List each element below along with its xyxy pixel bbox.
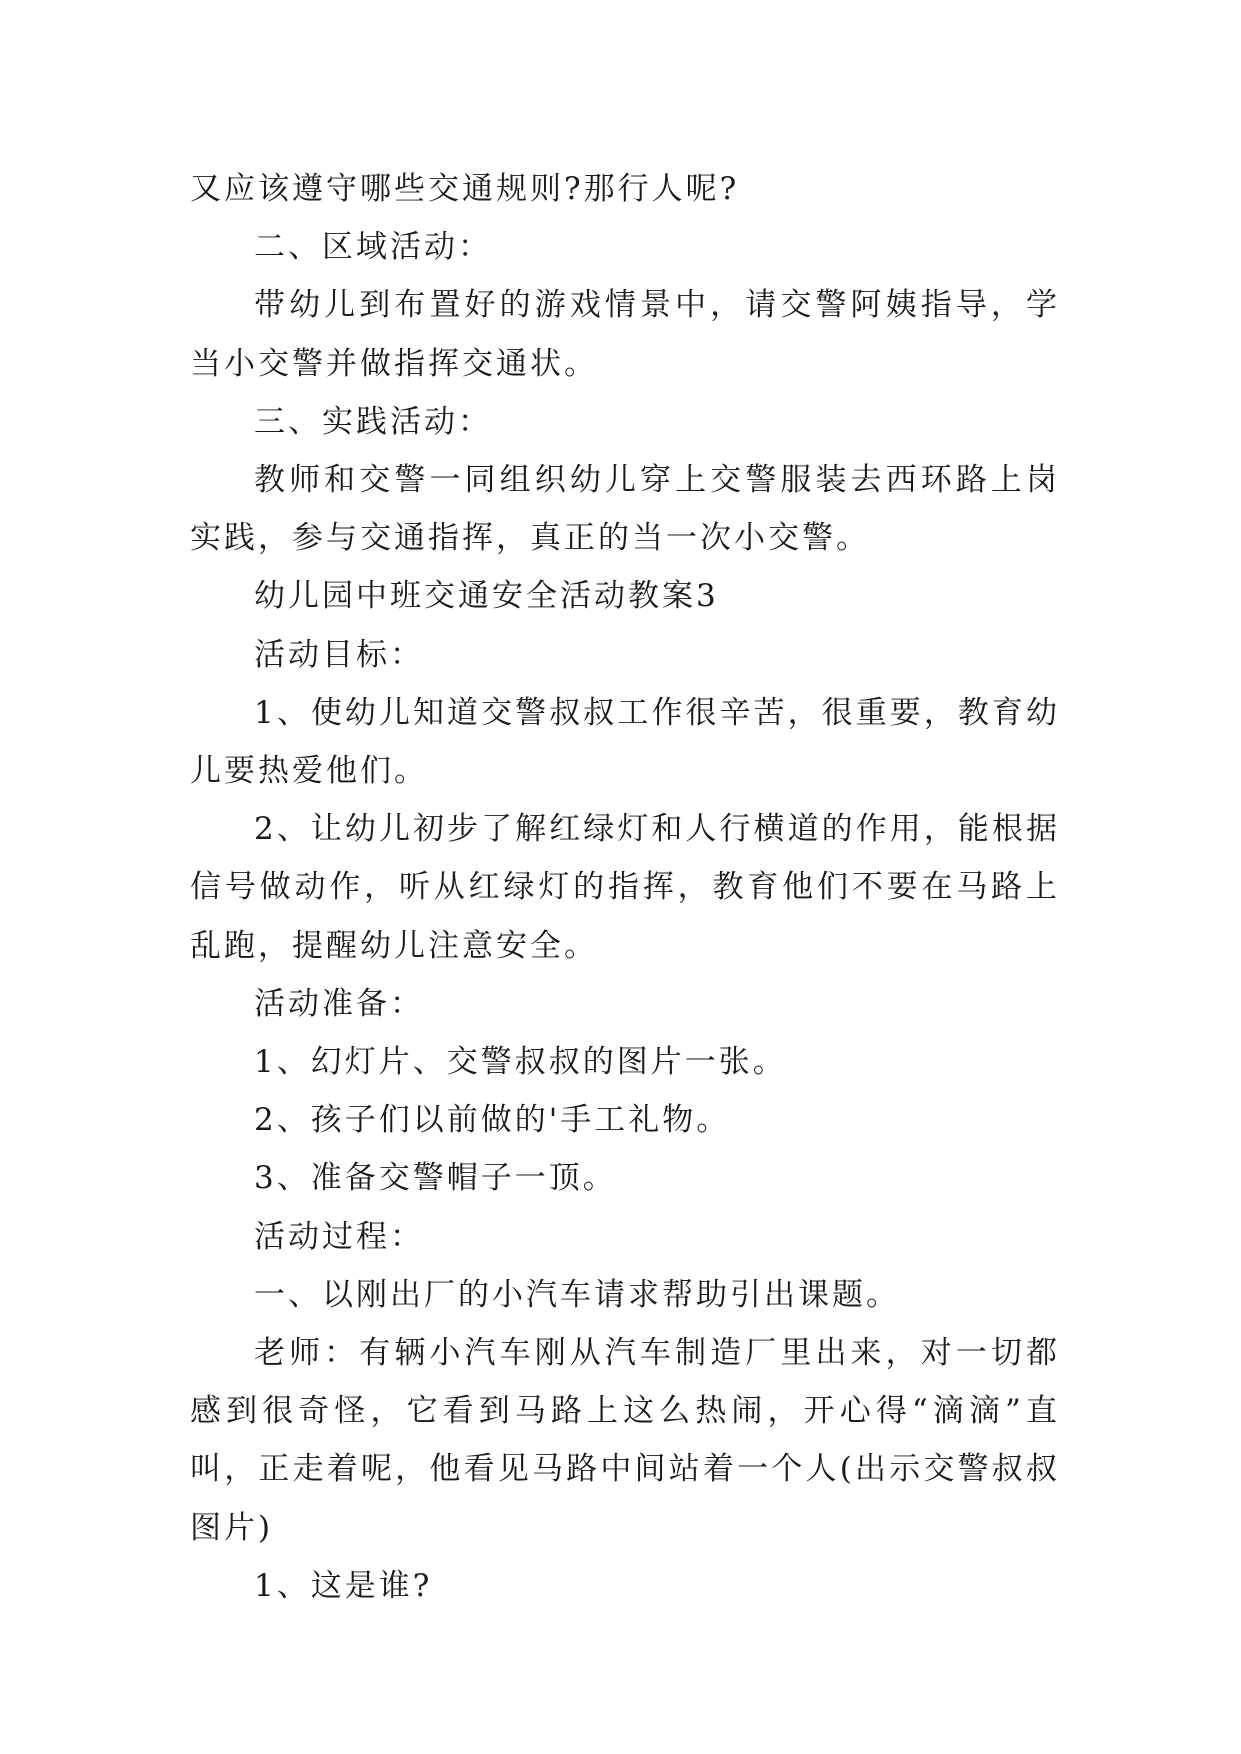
list-item: 1、幻灯片、交警叔叔的图片一张。 (254, 1044, 787, 1081)
paragraph: 一、以刚出厂的小汽车请求帮助引出课题。 (254, 1276, 900, 1313)
document-body (190, 160, 1060, 1615)
list-item: 2、让幼儿初步了解红绿灯和人行横道的作用，能根据信号做动作，听从红绿灯的指挥，教育他们不要在马路上乱跑，提醒幼儿注意安全。 (190, 811, 1060, 964)
list-item: 2、孩子们以前做的'手工礼物。 (254, 1102, 731, 1139)
list-item: 3、准备交警帽子一顶。 (254, 1160, 617, 1197)
list-item: 1、这是谁? (254, 1567, 433, 1604)
paragraph: 带幼儿到布置好的游戏情景中，请交警阿姨指导，学当小交警并做指挥交通状。 (190, 287, 1060, 382)
paragraph: 老师：有辆小汽车刚从汽车制造厂里出来，对一切都感到很奇怪，它看到马路上这么热闹，开心得“滴滴”直叫，正走着呢，他看见马路中间站着一个人(出示交警叔叔图片) (190, 1335, 1060, 1546)
section-heading-preparation: 活动准备： (254, 985, 424, 1022)
lesson-plan-title: 幼儿园中班交通安全活动教案3 (254, 578, 719, 615)
section-heading-area-activity: 二、区域活动： (254, 229, 492, 266)
section-heading-goals: 活动目标： (254, 636, 424, 673)
paragraph: 教师和交警一同组织幼儿穿上交警服装去西环路上岗实践，参与交通指挥，真正的当一次小交警。 (190, 462, 1060, 557)
paragraph: 又应该遵守哪些交通规则?那行人呢? (190, 171, 740, 207)
section-heading-practice-activity: 三、实践活动： (254, 403, 492, 440)
list-item: 1、使幼儿知道交警叔叔工作很辛苦，很重要，教育幼儿要热爱他们。 (190, 694, 1060, 790)
section-heading-process: 活动过程： (254, 1218, 424, 1255)
